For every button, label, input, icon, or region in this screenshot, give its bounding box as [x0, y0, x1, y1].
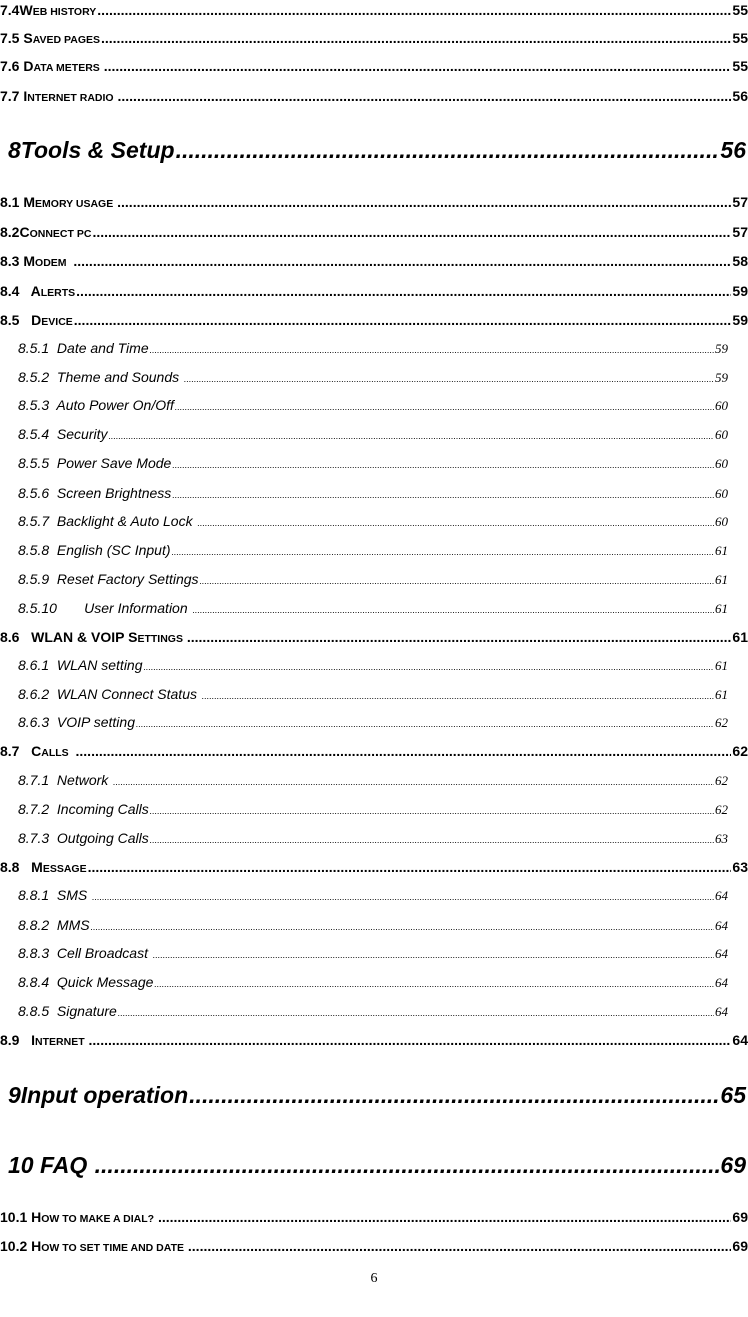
- toc-page-number: 64: [715, 946, 728, 961]
- toc-subsection[interactable]: [0, 485, 748, 502]
- toc-title-rest: ONNECT PC: [29, 228, 92, 240]
- toc-section-number: 8.1: [0, 194, 24, 210]
- toc-leader-dots: [118, 1008, 714, 1018]
- toc-leader-dots: [154, 979, 714, 989]
- toc-leader-dots: [188, 1238, 732, 1254]
- toc-chapter[interactable]: [0, 137, 748, 164]
- toc-subsection[interactable]: [0, 600, 748, 617]
- toc-section-number: 8.2: [0, 224, 20, 240]
- toc-leader-dots: [175, 402, 714, 412]
- toc-title-rest: NTERNET RADIO: [27, 92, 117, 104]
- toc-title-rest: ALLS: [41, 747, 75, 759]
- toc-subsection[interactable]: [0, 571, 748, 588]
- toc-page-number: 69: [732, 1209, 748, 1225]
- toc-subsection[interactable]: [0, 974, 748, 991]
- toc-entry-title: [0, 2, 96, 18]
- toc-leader-dots: [76, 283, 731, 299]
- toc-entry-title: 8.8.4 Quick Message: [18, 974, 154, 990]
- toc-title-rest: ETTINGS: [137, 633, 186, 645]
- toc-chapter[interactable]: [0, 1082, 748, 1109]
- toc-leader-dots: [101, 30, 731, 46]
- toc-page-number: 61: [715, 658, 728, 673]
- toc-leader-dots: [97, 2, 731, 18]
- toc-section[interactable]: [0, 253, 748, 269]
- toc-page-number: 64: [715, 1004, 728, 1019]
- toc-leader-dots: [187, 629, 732, 645]
- toc-title-rest: EMORY USAGE: [35, 198, 117, 210]
- toc-page-number: 61: [715, 543, 728, 558]
- toc-page-number: 60: [715, 514, 728, 529]
- toc-chapter[interactable]: [0, 1152, 748, 1179]
- toc-page-number: 60: [715, 486, 728, 501]
- toc-leader-dots: [189, 1082, 719, 1109]
- toc-leader-dots: [172, 460, 714, 470]
- toc-entry-title: [0, 88, 117, 104]
- toc-entry-title: 8.5.2 Theme and Sounds: [18, 369, 183, 385]
- toc-subsection[interactable]: [0, 513, 748, 530]
- toc-section[interactable]: [0, 88, 748, 104]
- toc-title-initial: A: [30, 283, 41, 299]
- toc-page-number: 65: [720, 1082, 746, 1108]
- toc-leader-dots: [109, 431, 715, 441]
- toc-page-number: 69: [720, 1152, 746, 1178]
- toc-page-number: 59: [715, 341, 728, 356]
- toc-section[interactable]: [0, 30, 748, 46]
- toc-title-initial: M: [31, 859, 43, 875]
- toc-subsection[interactable]: [0, 657, 748, 674]
- toc-title-rest: ODEM: [35, 257, 73, 269]
- toc-subsection[interactable]: [0, 426, 748, 443]
- toc-page-number: 59: [732, 283, 748, 299]
- toc-entry-title: 8.5.1 Date and Time: [18, 340, 149, 356]
- toc-section[interactable]: [0, 1238, 748, 1254]
- toc-leader-dots: [176, 137, 720, 164]
- toc-section-number: 7.5: [0, 30, 24, 46]
- toc-leader-dots: [91, 922, 714, 932]
- toc-subsection[interactable]: [0, 714, 748, 731]
- toc-leader-dots: [73, 253, 731, 269]
- toc-leader-dots: [150, 835, 714, 845]
- toc-section[interactable]: [0, 194, 748, 210]
- toc-page-number: 55: [732, 58, 748, 74]
- toc-entry-title: [0, 58, 103, 74]
- toc-subsection[interactable]: [0, 945, 748, 962]
- toc-title-rest: AVED PAGES: [32, 34, 100, 46]
- toc-section-number: 8.9: [0, 1032, 32, 1048]
- toc-page-number: 55: [732, 2, 748, 18]
- toc-section-number: 8.3: [0, 253, 24, 269]
- toc-section[interactable]: [0, 743, 748, 759]
- toc-page-number: 62: [732, 743, 748, 759]
- toc-entry-title: 8.8.1 SMS: [18, 887, 92, 903]
- toc-page-number: 61: [715, 687, 728, 702]
- toc-leader-dots: [144, 662, 714, 672]
- toc-page-number: 55: [732, 30, 748, 46]
- toc-entry-title: 8Tools & Setup: [8, 137, 175, 163]
- toc-leader-dots: [200, 576, 714, 586]
- toc-entry-title: [0, 629, 186, 645]
- toc-page-number: 61: [732, 629, 748, 645]
- toc-subsection[interactable]: [0, 542, 748, 559]
- toc-entry-title: 8.5.8 English (SC Input): [18, 542, 171, 558]
- toc-page-number: 62: [715, 715, 728, 730]
- toc-subsection[interactable]: [0, 801, 748, 818]
- toc-page-number: 61: [715, 601, 728, 616]
- toc-entry-title: [0, 1238, 187, 1254]
- toc-title-rest: OW TO MAKE A DIAL?: [41, 1213, 157, 1225]
- toc-entry-title: 8.8.3 Cell Broadcast: [18, 945, 152, 961]
- toc-subsection[interactable]: [0, 397, 748, 414]
- page-number: 6: [370, 1271, 378, 1286]
- toc-leader-dots: [193, 605, 714, 615]
- toc-entry-title: 8.5.6 Screen Brightness: [18, 485, 172, 501]
- toc-subsection[interactable]: [0, 830, 748, 847]
- toc-entry-title: 8.6.2 WLAN Connect Status: [18, 686, 201, 702]
- toc-page-number: 60: [715, 427, 728, 442]
- toc-leader-dots: [117, 194, 731, 210]
- toc-leader-dots: [89, 1032, 732, 1048]
- toc-title-initial: WLAN & VOIP S: [31, 629, 138, 645]
- toc-leader-dots: [172, 490, 714, 500]
- toc-section[interactable]: [0, 312, 748, 328]
- toc-page-number: 62: [715, 802, 728, 817]
- toc-section[interactable]: [0, 283, 748, 299]
- toc-page-number: 59: [732, 312, 748, 328]
- toc-title-rest: LERTS: [40, 287, 76, 299]
- toc-page-number: 64: [732, 1032, 748, 1048]
- toc-title-initial: M: [23, 194, 36, 210]
- toc-entry-title: [0, 30, 100, 46]
- toc-title-initial: D: [31, 312, 42, 328]
- toc-leader-dots: [150, 345, 714, 355]
- toc-section[interactable]: [0, 629, 748, 645]
- toc-entry-title: [0, 859, 87, 875]
- toc-leader-dots: [202, 691, 714, 701]
- toc-section-number: 8.4: [0, 283, 31, 299]
- toc-leader-dots: [92, 892, 714, 902]
- toc-section-number: 7.4: [0, 2, 20, 18]
- toc-title-initial: I: [23, 88, 28, 104]
- toc-section-number: 8.5: [0, 312, 32, 328]
- toc-subsection[interactable]: [0, 340, 748, 357]
- toc-entry-title: 8.7.2 Incoming Calls: [18, 801, 149, 817]
- toc-entry-title: 8.7.3 Outgoing Calls: [18, 830, 149, 846]
- toc-entry-title: [0, 743, 75, 759]
- toc-leader-dots: [136, 719, 714, 729]
- toc-title-rest: EB HISTORY: [32, 6, 97, 18]
- toc-page-number: 63: [732, 859, 748, 875]
- toc-title-initial: D: [23, 58, 34, 74]
- toc-entry-title: 8.8.5 Signature: [18, 1003, 117, 1019]
- toc-section-number: 7.6: [0, 58, 24, 74]
- toc-page-number: 64: [715, 975, 728, 990]
- toc-section-number: 7.7: [0, 88, 24, 104]
- toc-entry-title: 8.5.7 Backlight & Auto Lock: [18, 513, 197, 529]
- toc-section-number: 10.2: [0, 1238, 32, 1254]
- toc-page-number: 58: [732, 253, 748, 269]
- toc-leader-dots: [184, 374, 714, 384]
- toc-entry-title: [0, 253, 72, 269]
- toc-leader-dots: [76, 743, 732, 759]
- toc-leader-dots: [150, 806, 714, 816]
- toc-title-initial: S: [23, 30, 33, 46]
- toc-subsection[interactable]: [0, 455, 748, 472]
- toc-subsection[interactable]: [0, 772, 748, 789]
- toc-section-number: 8.7: [0, 743, 32, 759]
- toc-subsection[interactable]: [0, 887, 748, 904]
- toc-leader-dots: [74, 312, 732, 328]
- toc-section-number: 8.6: [0, 629, 32, 645]
- toc-title-initial: M: [23, 253, 36, 269]
- toc-entry-title: [0, 1209, 157, 1225]
- toc-page-number: 64: [715, 888, 728, 903]
- toc-subsection[interactable]: [0, 686, 748, 703]
- toc-leader-dots: [104, 58, 732, 74]
- toc-page-number: 60: [715, 398, 728, 413]
- toc-subsection[interactable]: [0, 369, 748, 386]
- toc-leader-dots: [158, 1209, 731, 1225]
- toc-section[interactable]: [0, 58, 748, 74]
- toc-title-initial: I: [31, 1032, 36, 1048]
- toc-entry-title: 8.8.2 MMS: [18, 917, 90, 933]
- toc-section[interactable]: [0, 1032, 748, 1048]
- toc-leader-dots: [95, 1152, 720, 1179]
- toc-leader-dots: [153, 950, 714, 960]
- toc-section[interactable]: [0, 1209, 748, 1225]
- toc-title-initial: H: [31, 1209, 42, 1225]
- toc-entry-title: 10 FAQ: [8, 1152, 94, 1178]
- toc-subsection[interactable]: [0, 917, 748, 934]
- toc-leader-dots: [118, 88, 732, 104]
- toc-leader-dots: [172, 547, 714, 557]
- toc-entry-title: 8.5.9 Reset Factory Settings: [18, 571, 199, 587]
- toc-title-initial: W: [19, 2, 33, 18]
- toc-entry-title: 8.5.4 Security: [18, 426, 108, 442]
- toc-page-number: 59: [715, 370, 728, 385]
- toc-page-number: 60: [715, 456, 728, 471]
- toc-entry-title: 8.6.1 WLAN setting: [18, 657, 143, 673]
- toc-entry-title: [0, 283, 75, 299]
- toc-entry-title: [0, 312, 73, 328]
- toc-page-number: 61: [715, 572, 728, 587]
- toc-leader-dots: [92, 224, 731, 240]
- toc-leader-dots: [197, 518, 714, 528]
- toc-entry-title: [0, 224, 91, 240]
- toc-title-rest: OW TO SET TIME AND DATE: [41, 1242, 187, 1254]
- toc-section[interactable]: [0, 2, 748, 18]
- toc-subsection[interactable]: [0, 1003, 748, 1020]
- toc-title-rest: EVICE: [41, 316, 73, 328]
- toc-entry-title: 8.5.3 Auto Power On/Off: [18, 397, 174, 413]
- toc-title-rest: ESSAGE: [42, 863, 87, 875]
- toc-entry-title: 8.5.10 User Information: [18, 600, 192, 616]
- toc-page-number: 57: [732, 224, 748, 240]
- toc-page-number: 64: [715, 918, 728, 933]
- toc-title-initial: C: [31, 743, 42, 759]
- toc-section[interactable]: [0, 224, 748, 240]
- toc-page-number: 69: [732, 1238, 748, 1254]
- toc-entry-title: [0, 1032, 88, 1048]
- toc-page-number: 56: [732, 88, 748, 104]
- toc-section-number: 10.1: [0, 1209, 32, 1225]
- toc-title-rest: ATA METERS: [33, 62, 103, 74]
- toc-page-number: 62: [715, 773, 728, 788]
- toc-title-rest: NTERNET: [35, 1036, 88, 1048]
- toc-section-number: 8.8: [0, 859, 32, 875]
- toc-page-number: 57: [732, 194, 748, 210]
- toc-section[interactable]: [0, 859, 748, 875]
- toc-entry-title: [0, 194, 116, 210]
- toc-entry-title: 8.7.1 Network: [18, 772, 113, 788]
- toc-entry-title: 9Input operation: [8, 1082, 189, 1108]
- toc-page-number: 63: [715, 831, 728, 846]
- toc-title-initial: H: [31, 1238, 42, 1254]
- toc-title-initial: C: [19, 224, 30, 240]
- toc-entry-title: 8.5.5 Power Save Mode: [18, 455, 172, 471]
- toc-page-number: 56: [720, 137, 746, 163]
- toc-entry-title: 8.6.3 VOIP setting: [18, 714, 135, 730]
- toc-leader-dots: [113, 777, 714, 787]
- toc-leader-dots: [88, 859, 732, 875]
